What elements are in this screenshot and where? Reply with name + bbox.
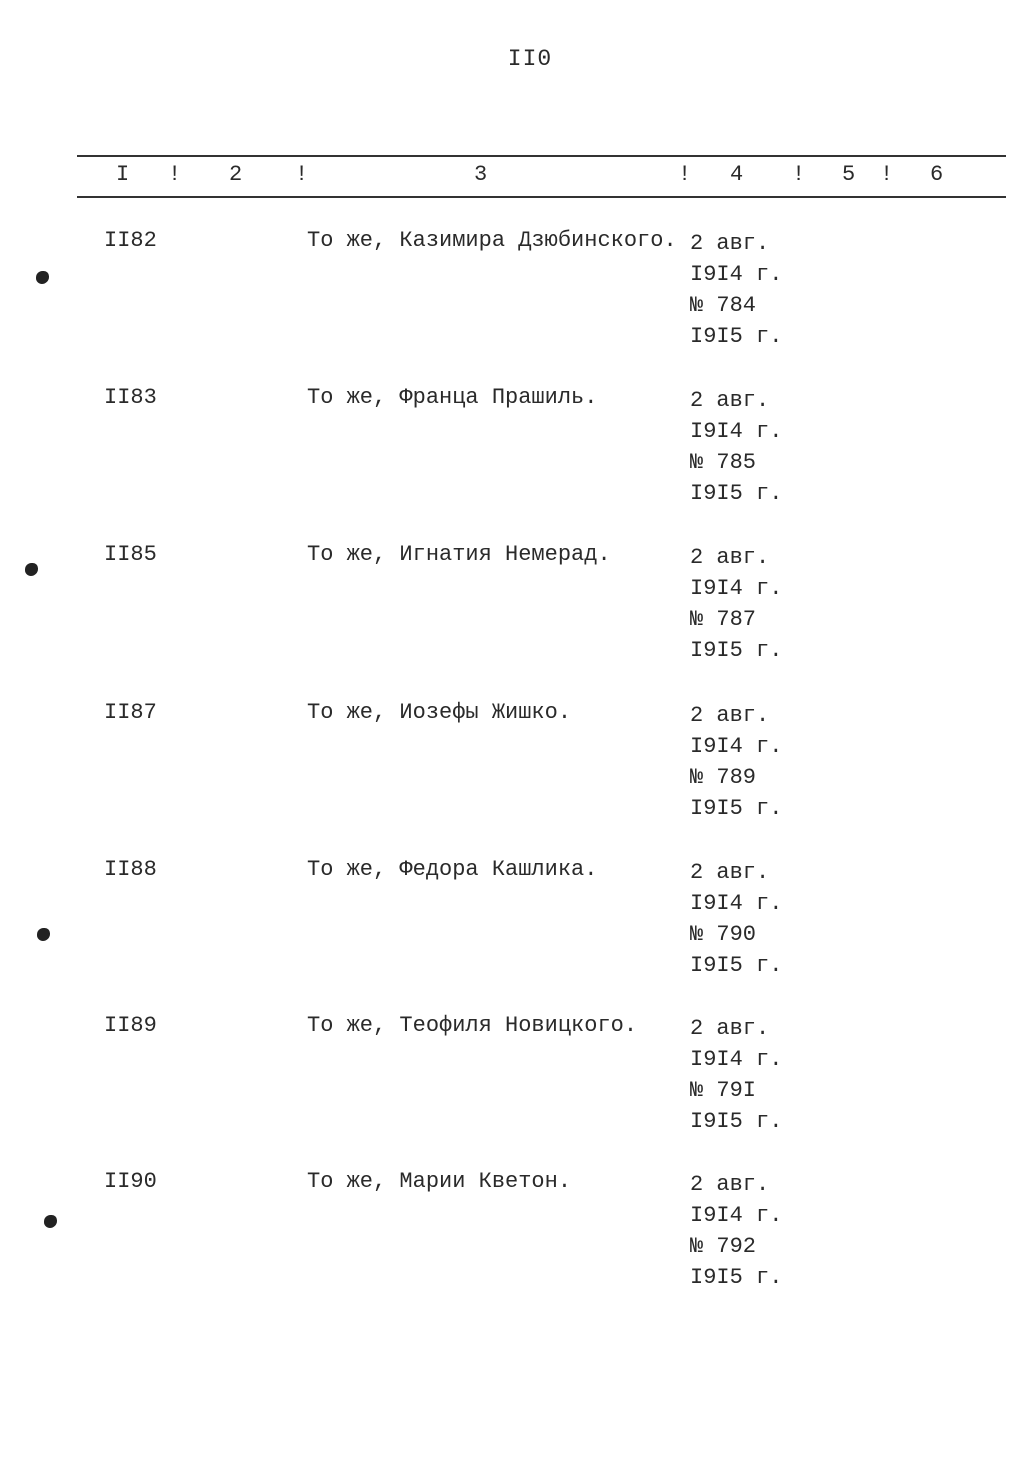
row-number: II90 bbox=[104, 1169, 157, 1194]
table-row bbox=[0, 857, 1024, 1007]
document-number: № 784 bbox=[690, 293, 757, 318]
table-bottom-rule bbox=[77, 196, 1006, 198]
header-separator: ! bbox=[792, 162, 806, 187]
row-date bbox=[690, 228, 782, 352]
header-col-6: 6 bbox=[930, 162, 944, 187]
date-year: I9I4 г. bbox=[690, 1203, 783, 1228]
row-date bbox=[690, 542, 782, 666]
end-year: I9I5 г. bbox=[690, 324, 783, 349]
end-year: I9I5 г. bbox=[690, 796, 783, 821]
row-description: То же, Иозефы Жишко. bbox=[307, 700, 572, 725]
table-top-rule bbox=[77, 155, 1006, 157]
row-number: II82 bbox=[104, 228, 157, 253]
table-row bbox=[0, 700, 1024, 850]
table-row bbox=[0, 1169, 1024, 1319]
date-year: I9I4 г. bbox=[690, 576, 783, 601]
date-day: 2 авг. bbox=[690, 231, 770, 256]
row-description: То же, Игнатия Немерад. bbox=[307, 542, 611, 567]
date-year: I9I4 г. bbox=[690, 891, 783, 916]
end-year: I9I5 г. bbox=[690, 481, 783, 506]
row-number: II85 bbox=[104, 542, 157, 567]
table-row bbox=[0, 228, 1024, 378]
date-day: 2 авг. bbox=[690, 1172, 770, 1197]
header-separator: ! bbox=[168, 162, 182, 187]
end-year: I9I5 г. bbox=[690, 1109, 783, 1134]
date-day: 2 авг. bbox=[690, 545, 770, 570]
date-day: 2 авг. bbox=[690, 860, 770, 885]
row-description: То же, Казимира Дзюбинского. bbox=[307, 228, 677, 253]
end-year: I9I5 г. bbox=[690, 953, 783, 978]
date-year: I9I4 г. bbox=[690, 734, 783, 759]
date-year: I9I4 г. bbox=[690, 262, 783, 287]
header-separator: ! bbox=[880, 162, 894, 187]
page-number: II0 bbox=[507, 46, 553, 72]
document-number: № 792 bbox=[690, 1234, 757, 1259]
table-row bbox=[0, 1013, 1024, 1163]
document-number: № 787 bbox=[690, 607, 757, 632]
row-date bbox=[690, 1169, 782, 1293]
document-number: № 790 bbox=[690, 922, 757, 947]
row-description: То же, Франца Прашиль. bbox=[307, 385, 598, 410]
row-description: То же, Теофиля Новицкого. bbox=[307, 1013, 638, 1038]
table-row bbox=[0, 542, 1024, 692]
header-separator: ! bbox=[678, 162, 692, 187]
row-number: II83 bbox=[104, 385, 157, 410]
header-col-5: 5 bbox=[842, 162, 856, 187]
row-description: То же, Марии Кветон. bbox=[307, 1169, 572, 1194]
row-date bbox=[690, 700, 782, 824]
row-date bbox=[690, 1013, 782, 1137]
header-col-2: 2 bbox=[229, 162, 243, 187]
header-col-3: 3 bbox=[474, 162, 488, 187]
header-col-4: 4 bbox=[730, 162, 744, 187]
row-description: То же, Федора Кашлика. bbox=[307, 857, 598, 882]
date-day: 2 авг. bbox=[690, 1016, 770, 1041]
header-separator: ! bbox=[295, 162, 309, 187]
date-year: I9I4 г. bbox=[690, 419, 783, 444]
header-col-1: I bbox=[116, 162, 130, 187]
row-number: II89 bbox=[104, 1013, 157, 1038]
row-date bbox=[690, 385, 782, 509]
row-date bbox=[690, 857, 782, 981]
table-row bbox=[0, 385, 1024, 535]
row-number: II87 bbox=[104, 700, 157, 725]
date-year: I9I4 г. bbox=[690, 1047, 783, 1072]
date-day: 2 авг. bbox=[690, 703, 770, 728]
document-number: № 79I bbox=[690, 1078, 757, 1103]
document-number: № 785 bbox=[690, 450, 757, 475]
end-year: I9I5 г. bbox=[690, 638, 783, 663]
date-day: 2 авг. bbox=[690, 388, 770, 413]
row-number: II88 bbox=[104, 857, 157, 882]
end-year: I9I5 г. bbox=[690, 1265, 783, 1290]
document-number: № 789 bbox=[690, 765, 757, 790]
